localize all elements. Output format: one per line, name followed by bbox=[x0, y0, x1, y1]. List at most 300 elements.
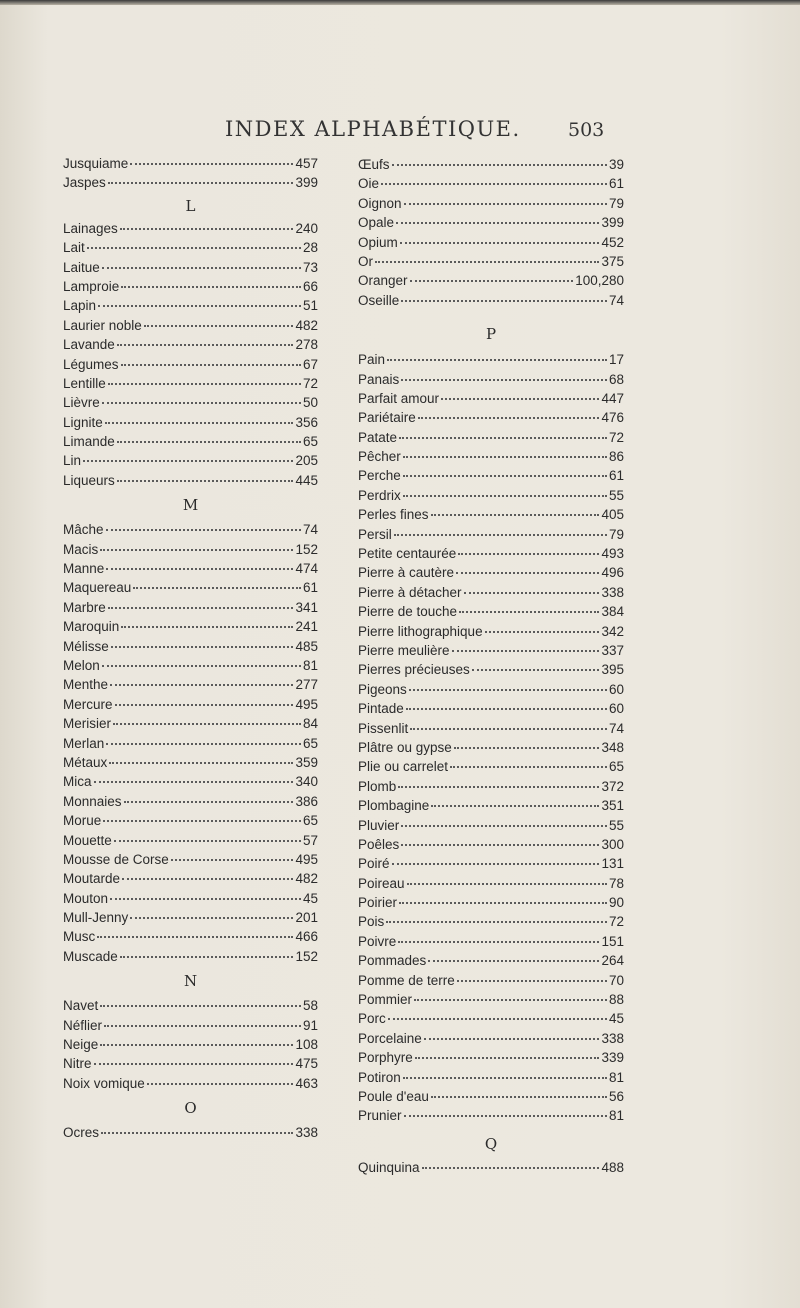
index-entry bbox=[63, 277, 318, 296]
entry-term: Pommier bbox=[358, 992, 413, 1008]
index-entry bbox=[63, 432, 318, 451]
index-entry bbox=[358, 389, 624, 408]
entry-term: Légumes bbox=[63, 356, 119, 372]
dot-leader bbox=[94, 781, 294, 783]
dot-leader bbox=[457, 980, 607, 982]
entry-page: 399 bbox=[295, 175, 318, 191]
entry-term: Patate bbox=[358, 429, 398, 445]
entry-page: 482 bbox=[295, 871, 318, 887]
dot-leader bbox=[102, 665, 301, 667]
entry-term: Porphyre bbox=[358, 1050, 413, 1066]
index-entry bbox=[63, 656, 318, 675]
entry-page: 68 bbox=[608, 371, 624, 387]
entry-page: 91 bbox=[302, 1017, 318, 1033]
entry-page: 45 bbox=[302, 890, 318, 906]
entry-term: Laurier noble bbox=[63, 317, 142, 333]
dot-leader bbox=[130, 163, 293, 165]
entry-page: 61 bbox=[608, 468, 624, 484]
index-entry bbox=[358, 1009, 624, 1028]
index-entry bbox=[358, 271, 624, 290]
dot-leader bbox=[424, 1038, 600, 1040]
entry-term: Pluvier bbox=[358, 817, 400, 833]
entry-term: Pêcher bbox=[358, 449, 401, 465]
entry-term: Poirier bbox=[358, 895, 398, 911]
running-header bbox=[0, 117, 800, 147]
entry-term: Prunier bbox=[358, 1108, 402, 1124]
entry-term: Lignite bbox=[63, 414, 103, 430]
entry-page: 488 bbox=[601, 1159, 624, 1175]
dot-leader bbox=[431, 514, 600, 516]
dot-leader bbox=[386, 921, 607, 923]
index-entry bbox=[358, 408, 624, 427]
index-entry bbox=[358, 252, 624, 271]
dot-leader bbox=[431, 805, 599, 807]
index-entry bbox=[63, 374, 318, 393]
entry-term: Navet bbox=[63, 998, 99, 1014]
entry-page: 495 bbox=[295, 851, 318, 867]
entry-page: 55 bbox=[608, 487, 624, 503]
dot-leader bbox=[111, 646, 294, 648]
dot-leader bbox=[396, 222, 599, 224]
entry-page: 60 bbox=[608, 681, 624, 697]
entry-page: 476 bbox=[601, 410, 624, 426]
entry-term: Plomb bbox=[358, 778, 397, 794]
index-entry bbox=[63, 850, 318, 869]
entry-term: Néflier bbox=[63, 1017, 103, 1033]
entries-n bbox=[63, 996, 318, 1093]
dot-leader bbox=[456, 572, 599, 574]
dot-leader bbox=[104, 1025, 301, 1027]
entry-page: 74 bbox=[302, 522, 318, 538]
index-entry bbox=[358, 680, 624, 699]
entry-term: Pariétaire bbox=[358, 410, 416, 426]
entry-term: Pomme de terre bbox=[358, 972, 455, 988]
index-entry bbox=[63, 173, 318, 192]
entry-page: 342 bbox=[601, 623, 624, 639]
entry-page: 386 bbox=[295, 793, 318, 809]
dot-leader bbox=[121, 286, 301, 288]
index-column-left bbox=[63, 154, 318, 1143]
entry-term: Laitue bbox=[63, 259, 100, 275]
dot-leader bbox=[117, 480, 294, 482]
entry-page: 45 bbox=[608, 1011, 624, 1027]
dot-leader bbox=[105, 422, 294, 424]
entry-page: 359 bbox=[295, 754, 318, 770]
dot-leader bbox=[122, 878, 293, 880]
entry-page: 56 bbox=[608, 1088, 624, 1104]
entry-page: 72 bbox=[608, 429, 624, 445]
dot-leader bbox=[106, 568, 293, 570]
dot-leader bbox=[387, 359, 607, 361]
entry-page: 405 bbox=[601, 507, 624, 523]
dot-leader bbox=[100, 1005, 301, 1007]
index-entry bbox=[358, 1158, 624, 1177]
entry-page: 445 bbox=[295, 472, 318, 488]
entries-o-right bbox=[358, 155, 624, 310]
entry-term: Oseille bbox=[358, 292, 400, 308]
entry-page: 278 bbox=[295, 337, 318, 353]
dot-leader bbox=[108, 607, 294, 609]
index-entry bbox=[63, 451, 318, 470]
entry-page: 61 bbox=[302, 580, 318, 596]
entry-term: Oranger bbox=[358, 273, 408, 289]
entry-page: 395 bbox=[601, 662, 624, 678]
index-entry bbox=[63, 831, 318, 850]
dot-leader bbox=[392, 863, 600, 865]
section-letter-n: N bbox=[183, 972, 198, 991]
index-entry bbox=[63, 1123, 318, 1142]
entry-page: 84 bbox=[302, 716, 318, 732]
entry-term: Jaspes bbox=[63, 175, 106, 191]
dot-leader bbox=[388, 1018, 607, 1020]
entry-page: 131 bbox=[601, 856, 624, 872]
entry-page: 338 bbox=[601, 1030, 624, 1046]
entry-page: 300 bbox=[601, 836, 624, 852]
entry-term: Porc bbox=[358, 1011, 386, 1027]
dot-leader bbox=[375, 261, 599, 263]
dot-leader bbox=[120, 956, 294, 958]
entry-page: 90 bbox=[608, 895, 624, 911]
entry-term: Pois bbox=[358, 914, 385, 930]
entry-page: 338 bbox=[295, 1125, 318, 1141]
entry-term: Panais bbox=[358, 371, 400, 387]
entry-page: 485 bbox=[295, 638, 318, 654]
entry-page: 384 bbox=[601, 604, 624, 620]
entry-page: 74 bbox=[608, 292, 624, 308]
index-entry bbox=[358, 233, 624, 252]
entry-term: Lait bbox=[63, 240, 85, 256]
index-entry bbox=[358, 544, 624, 563]
dot-leader bbox=[401, 844, 599, 846]
entry-page: 81 bbox=[302, 657, 318, 673]
dot-leader bbox=[114, 840, 301, 842]
entry-term: Poivre bbox=[358, 933, 397, 949]
entry-page: 496 bbox=[601, 565, 624, 581]
entry-term: Pissenlit bbox=[358, 720, 409, 736]
entry-term: Plombagine bbox=[358, 798, 430, 814]
dot-leader bbox=[406, 708, 607, 710]
entry-term: Mica bbox=[63, 774, 92, 790]
entry-page: 65 bbox=[608, 759, 624, 775]
dot-leader bbox=[110, 684, 293, 686]
dot-leader bbox=[415, 1057, 600, 1059]
entry-term: Lapin bbox=[63, 298, 97, 314]
index-entry bbox=[358, 932, 624, 951]
index-entry bbox=[358, 699, 624, 718]
entry-page: 338 bbox=[601, 584, 624, 600]
entries-j bbox=[63, 154, 318, 193]
dot-leader bbox=[450, 766, 607, 768]
entry-term: Jusquiame bbox=[63, 156, 129, 171]
entry-page: 241 bbox=[295, 619, 318, 635]
index-entry bbox=[358, 990, 624, 1009]
index-entry bbox=[358, 428, 624, 447]
dot-leader bbox=[147, 1083, 294, 1085]
index-entry bbox=[63, 578, 318, 597]
index-entry bbox=[63, 1054, 318, 1073]
entry-term: Petite centaurée bbox=[358, 546, 457, 562]
entry-page: 277 bbox=[295, 677, 318, 693]
entry-term: Lainages bbox=[63, 220, 118, 236]
entry-term: Plâtre ou gypse bbox=[358, 739, 452, 755]
index-entry bbox=[358, 602, 624, 621]
entry-term: Maquereau bbox=[63, 580, 132, 596]
dot-leader bbox=[121, 626, 293, 628]
dot-leader bbox=[381, 183, 607, 185]
dot-leader bbox=[403, 1077, 607, 1079]
index-entry bbox=[358, 757, 624, 776]
entry-term: Opale bbox=[358, 215, 395, 231]
entry-term: Métaux bbox=[63, 754, 108, 770]
entry-term: Potiron bbox=[358, 1069, 401, 1085]
entry-page: 466 bbox=[295, 929, 318, 945]
entry-page: 463 bbox=[295, 1075, 318, 1091]
entry-page: 60 bbox=[608, 701, 624, 717]
dot-leader bbox=[103, 820, 301, 822]
index-entry bbox=[63, 637, 318, 656]
index-entry bbox=[63, 1035, 318, 1054]
dot-leader bbox=[100, 549, 293, 551]
section-letter-q: Q bbox=[484, 1134, 498, 1153]
entry-term: Muscade bbox=[63, 948, 118, 964]
entry-term: Pintade bbox=[358, 701, 404, 717]
dot-leader bbox=[407, 883, 607, 885]
entry-page: 152 bbox=[295, 541, 318, 557]
entry-term: Pigeons bbox=[358, 681, 407, 697]
entry-term: Maroquin bbox=[63, 619, 120, 635]
entry-page: 151 bbox=[601, 933, 624, 949]
entry-term: Mull-Jenny bbox=[63, 910, 129, 926]
entry-page: 340 bbox=[295, 774, 318, 790]
index-entry bbox=[63, 753, 318, 772]
dot-leader bbox=[401, 300, 607, 302]
entry-page: 70 bbox=[608, 972, 624, 988]
entry-page: 65 bbox=[302, 434, 318, 450]
entries-q bbox=[358, 1158, 624, 1177]
index-entry bbox=[63, 296, 318, 315]
entry-term: Liqueurs bbox=[63, 472, 115, 488]
entry-page: 61 bbox=[608, 176, 624, 192]
entry-term: Parfait amour bbox=[358, 390, 440, 406]
entry-term: Persil bbox=[358, 526, 392, 542]
dot-leader bbox=[403, 495, 607, 497]
index-entry bbox=[358, 1106, 624, 1125]
entry-page: 372 bbox=[601, 778, 624, 794]
section-letter-o: O bbox=[184, 1099, 197, 1118]
dot-leader bbox=[409, 689, 607, 691]
index-entry bbox=[63, 540, 318, 559]
index-entry bbox=[358, 213, 624, 232]
dot-leader bbox=[144, 325, 294, 327]
index-entry bbox=[358, 816, 624, 835]
dot-leader bbox=[428, 960, 599, 962]
entry-term: Mâche bbox=[63, 522, 104, 538]
dot-leader bbox=[399, 902, 607, 904]
entry-term: Lavande bbox=[63, 337, 115, 353]
index-entry bbox=[63, 675, 318, 694]
dot-leader bbox=[83, 460, 293, 462]
dot-leader bbox=[398, 786, 599, 788]
dot-leader bbox=[113, 723, 301, 725]
dot-leader bbox=[102, 267, 301, 269]
entry-page: 475 bbox=[295, 1056, 318, 1072]
index-entry bbox=[63, 1016, 318, 1035]
dot-leader bbox=[404, 203, 607, 205]
entry-term: Porcelaine bbox=[358, 1030, 422, 1046]
section-letter-l: L bbox=[185, 196, 196, 215]
dot-leader bbox=[94, 1063, 294, 1065]
entry-page: 57 bbox=[302, 832, 318, 848]
entry-term: Nitre bbox=[63, 1056, 92, 1072]
entry-term: Macis bbox=[63, 541, 99, 557]
entry-term: Perche bbox=[358, 468, 401, 484]
index-entry bbox=[358, 912, 624, 931]
entry-term: Lièvre bbox=[63, 395, 100, 411]
entry-page: 452 bbox=[601, 234, 624, 250]
index-entry bbox=[63, 695, 318, 714]
index-entry bbox=[358, 951, 624, 970]
entry-term: Lin bbox=[63, 453, 82, 469]
index-entry bbox=[358, 447, 624, 466]
dot-leader bbox=[485, 631, 600, 633]
dot-leader bbox=[106, 743, 301, 745]
entry-term: Or bbox=[358, 253, 373, 269]
page-title: INDEX ALPHABÉTIQUE. bbox=[225, 117, 521, 141]
entry-term: Perles fines bbox=[358, 507, 429, 523]
entry-page: 108 bbox=[295, 1037, 318, 1053]
entry-term: Pierre lithographique bbox=[358, 623, 483, 639]
dot-leader bbox=[109, 762, 293, 764]
index-entry bbox=[63, 598, 318, 617]
entry-page: 65 bbox=[302, 735, 318, 751]
entry-term: Neige bbox=[63, 1037, 99, 1053]
index-entry bbox=[358, 525, 624, 544]
entry-term: Merisier bbox=[63, 716, 112, 732]
entry-page: 356 bbox=[295, 414, 318, 430]
entry-term: Mélisse bbox=[63, 638, 109, 654]
dot-leader bbox=[401, 825, 607, 827]
dot-leader bbox=[399, 437, 607, 439]
index-entry bbox=[358, 194, 624, 213]
index-entry bbox=[358, 738, 624, 757]
index-entry bbox=[63, 869, 318, 888]
index-entry bbox=[63, 889, 318, 908]
entry-term: Pierre à détacher bbox=[358, 584, 462, 600]
index-entry bbox=[63, 772, 318, 791]
entry-page: 201 bbox=[295, 910, 318, 926]
entry-term: Menthe bbox=[63, 677, 109, 693]
dot-leader bbox=[101, 1132, 293, 1134]
index-entry bbox=[358, 835, 624, 854]
index-entry bbox=[358, 155, 624, 174]
index-entry bbox=[63, 154, 318, 173]
index-entry bbox=[358, 796, 624, 815]
index-entry bbox=[63, 219, 318, 238]
page-number: 503 bbox=[568, 119, 605, 141]
entries-o-left bbox=[63, 1123, 318, 1142]
entry-term: Poêles bbox=[358, 836, 400, 852]
entry-term: Pain bbox=[358, 352, 386, 368]
index-entry bbox=[358, 174, 624, 193]
entry-page: 55 bbox=[608, 817, 624, 833]
index-entry bbox=[63, 811, 318, 830]
index-entry bbox=[63, 908, 318, 927]
index-entry bbox=[63, 559, 318, 578]
entry-page: 72 bbox=[608, 914, 624, 930]
index-entry bbox=[63, 927, 318, 946]
index-entry bbox=[63, 1074, 318, 1093]
section-letter-m: M bbox=[182, 496, 199, 515]
entry-term: Lentille bbox=[63, 375, 106, 391]
index-entry bbox=[358, 622, 624, 641]
entry-page: 457 bbox=[295, 156, 318, 171]
dot-leader bbox=[108, 182, 294, 184]
entry-page: 51 bbox=[302, 298, 318, 314]
index-entry bbox=[358, 874, 624, 893]
dot-leader bbox=[392, 164, 607, 166]
index-entry bbox=[63, 258, 318, 277]
entry-page: 348 bbox=[601, 739, 624, 755]
dot-leader bbox=[108, 383, 301, 385]
entry-term: Mercure bbox=[63, 696, 113, 712]
entries-l bbox=[63, 219, 318, 490]
dot-leader bbox=[431, 1096, 607, 1098]
entry-term: Poireau bbox=[358, 875, 405, 891]
index-entry bbox=[63, 734, 318, 753]
entry-page: 493 bbox=[601, 546, 624, 562]
entry-page: 50 bbox=[302, 395, 318, 411]
entry-term: Mouette bbox=[63, 832, 112, 848]
entry-term: Quinquina bbox=[358, 1159, 420, 1175]
entry-term: Pommades bbox=[358, 953, 427, 969]
dot-leader bbox=[98, 305, 301, 307]
index-entry bbox=[63, 238, 318, 257]
dot-leader bbox=[414, 999, 607, 1001]
entry-term: Moutarde bbox=[63, 871, 121, 887]
dot-leader bbox=[454, 747, 600, 749]
dot-leader bbox=[418, 417, 600, 419]
entry-page: 28 bbox=[302, 240, 318, 256]
entry-page: 79 bbox=[608, 195, 624, 211]
entry-term: Mouton bbox=[63, 890, 109, 906]
index-entry bbox=[358, 1048, 624, 1067]
entry-term: Pierre de touche bbox=[358, 604, 458, 620]
index-entry bbox=[358, 719, 624, 738]
entry-term: Pierre meulière bbox=[358, 642, 450, 658]
entry-page: 88 bbox=[608, 992, 624, 1008]
dot-leader bbox=[458, 553, 599, 555]
entry-page: 474 bbox=[295, 561, 318, 577]
entry-term: Poule d'eau bbox=[358, 1088, 429, 1104]
entry-page: 495 bbox=[295, 696, 318, 712]
entry-term: Mousse de Corse bbox=[63, 851, 169, 867]
dot-leader bbox=[400, 242, 600, 244]
index-entry bbox=[358, 291, 624, 310]
section-letter-p: P bbox=[485, 325, 497, 344]
index-entry bbox=[63, 355, 318, 374]
entry-term: Poiré bbox=[358, 856, 390, 872]
index-entry bbox=[63, 471, 318, 490]
entry-term: Perdrix bbox=[358, 487, 401, 503]
index-entry bbox=[63, 617, 318, 636]
index-entry bbox=[358, 583, 624, 602]
entry-term: Marbre bbox=[63, 599, 106, 615]
index-entry bbox=[358, 486, 624, 505]
entry-page: 39 bbox=[608, 157, 624, 172]
entry-term: Manne bbox=[63, 561, 105, 577]
entry-page: 341 bbox=[295, 599, 318, 615]
entry-term: Oie bbox=[358, 176, 380, 192]
